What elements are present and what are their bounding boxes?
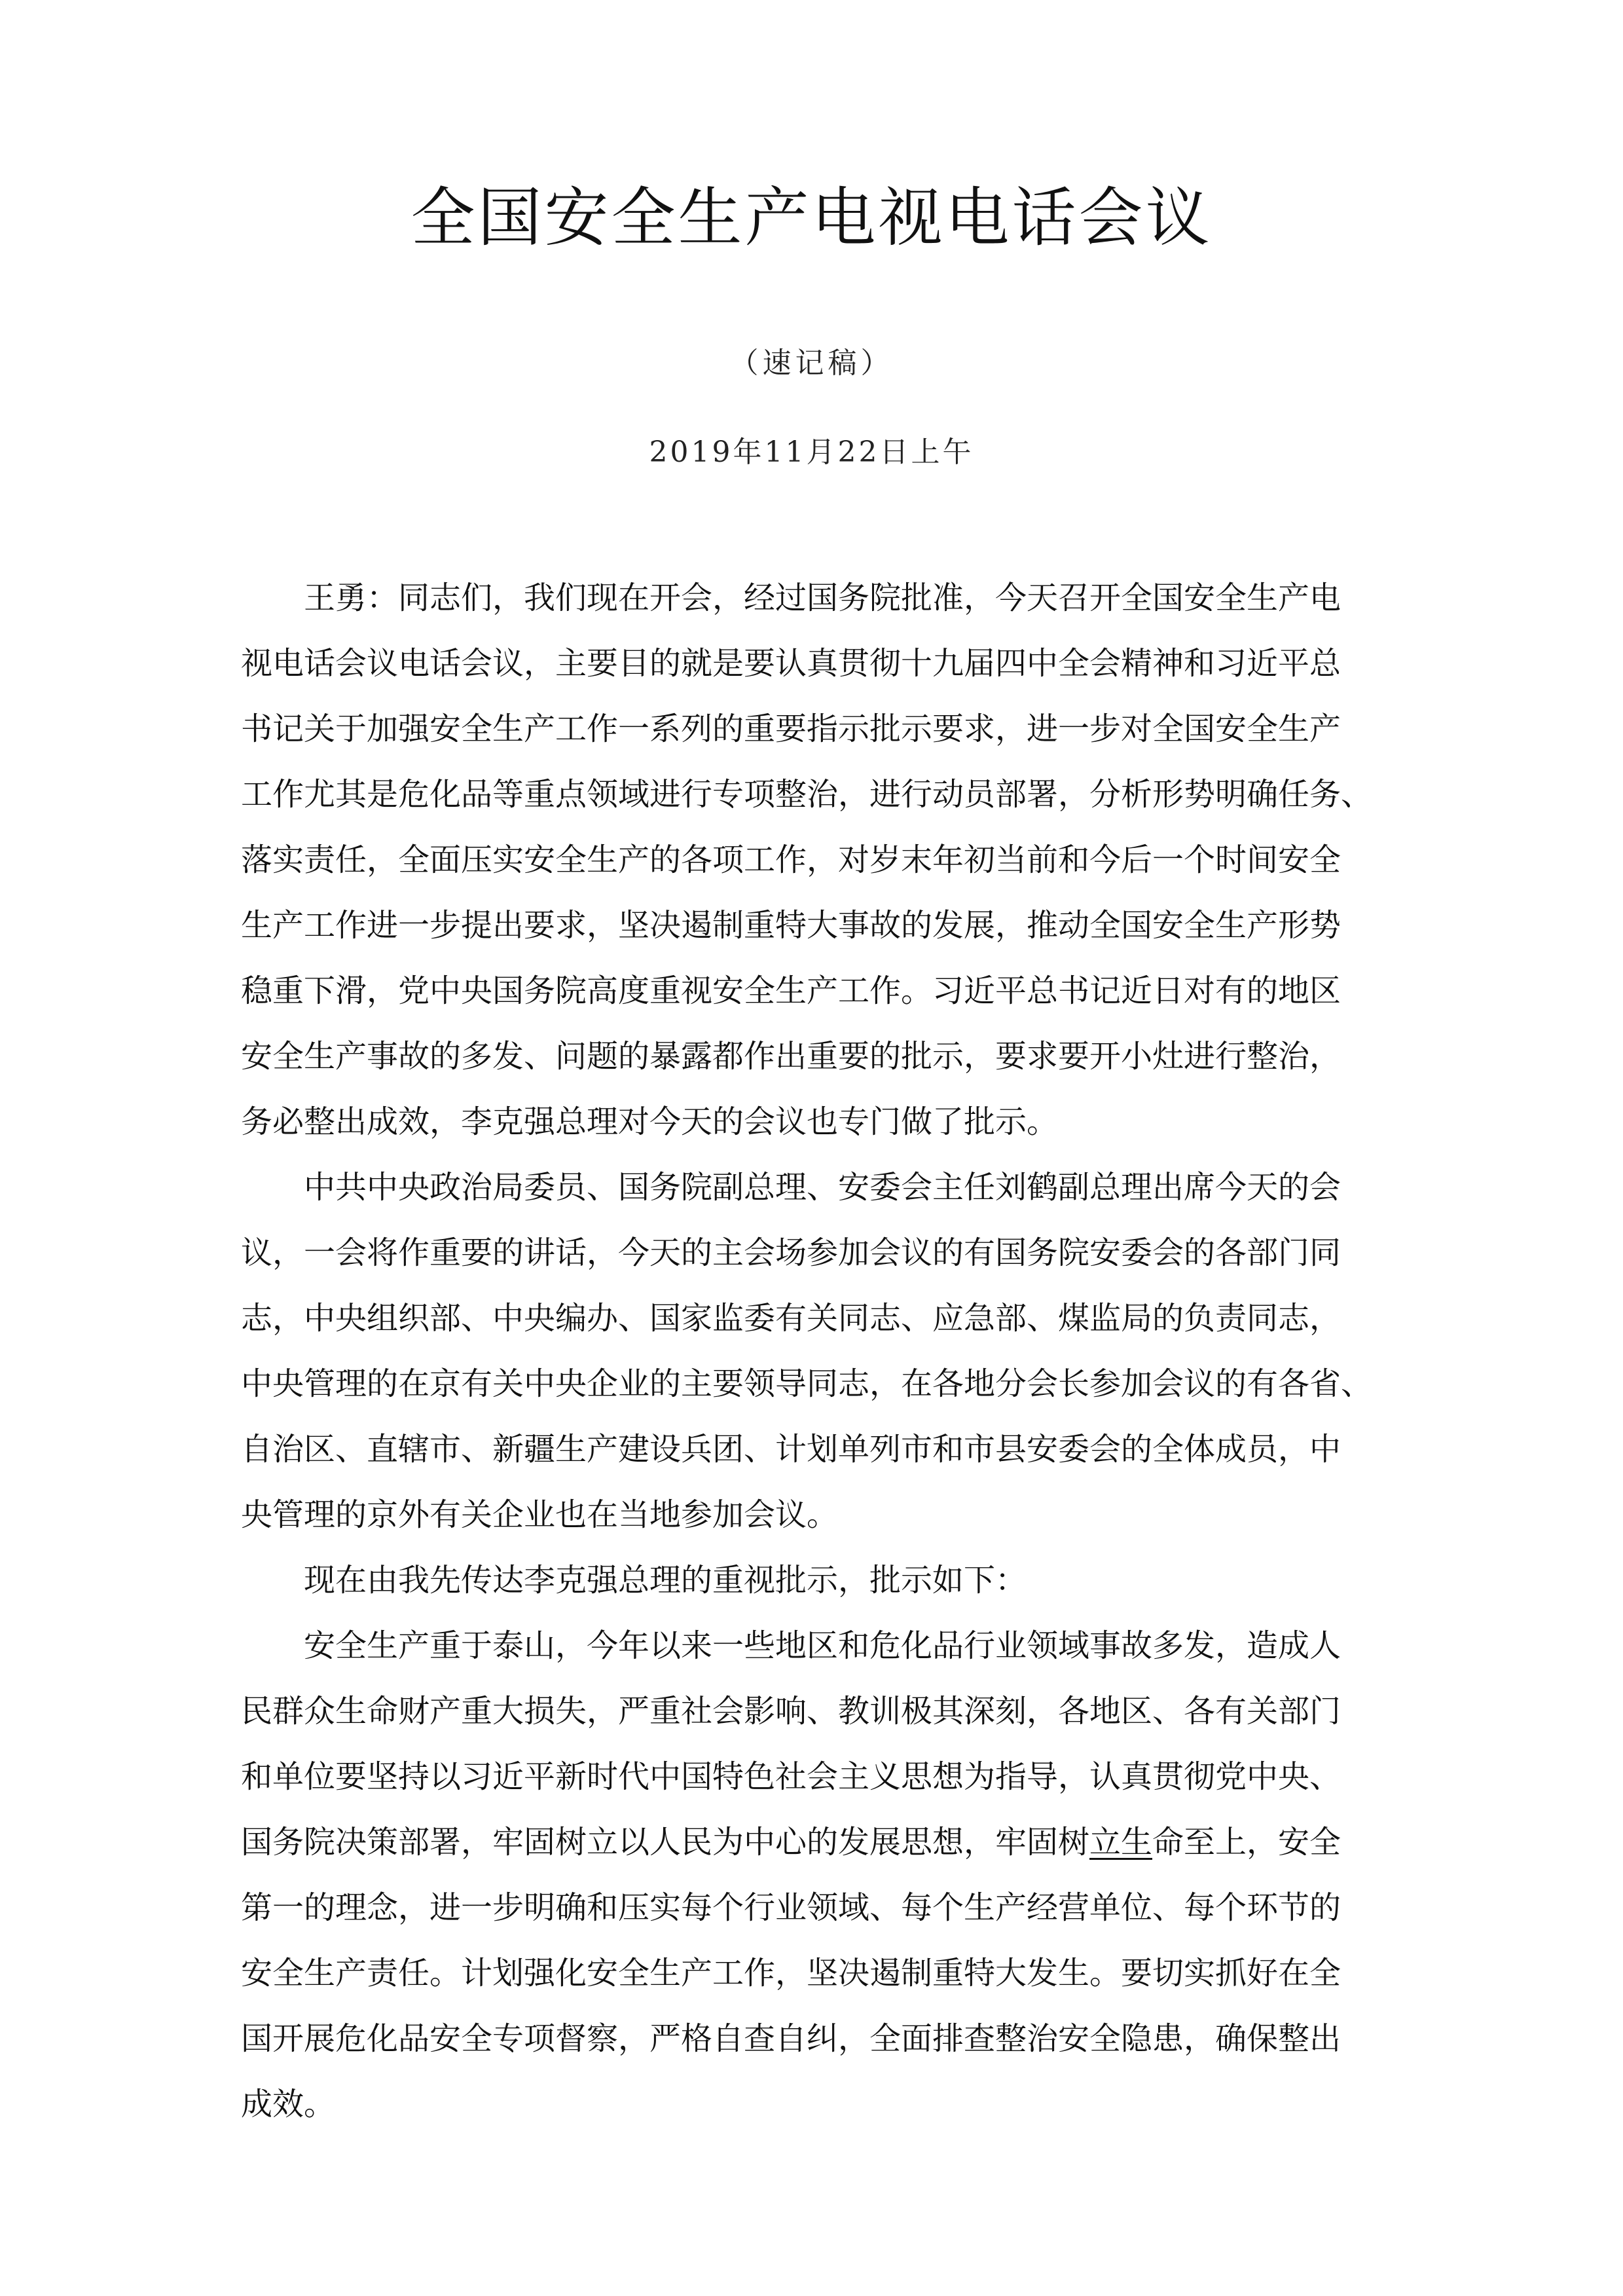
text-line: 王勇：同志们，我们现在开会，经过国务院批准，今天召开全国安全生产电: [241, 580, 1341, 616]
text-line: 现在由我先传达李克强总理的重视批示，批示如下：: [241, 1562, 1027, 1599]
paragraph-instruction: [241, 1613, 1380, 2137]
text-line: 自治区、直辖市、新疆生产建设兵团、计划单列市和市县安委会的全体成员，中: [241, 1431, 1341, 1468]
text-line: 工作尤其是危化品等重点领域进行专项整治，进行动员部署，分析形势明确任务、: [241, 776, 1373, 813]
text-line: 国开展危化品安全专项督察，严格自查自纠，全面排查整治安全隐患，确保整出: [241, 2020, 1341, 2057]
document-body: [241, 565, 1380, 2137]
text-line: 书记关于加强安全生产工作一系列的重要指示批示要求，进一步对全国安全生产: [241, 711, 1341, 747]
document-date: 2019年11月22日上午: [649, 435, 974, 469]
text-segment: 命至上，安全: [1152, 1824, 1341, 1861]
paragraph-attendees: [241, 1155, 1380, 1547]
text-line: 落实责任，全面压实安全生产的各项工作，对岁末年初当前和今后一个时间安全: [241, 842, 1341, 878]
text-line: 和单位要坚持以习近平新时代中国特色社会主义思想为指导，认真贯彻党中央、: [241, 1758, 1341, 1795]
text-line: 央管理的京外有关企业也在当地参加会议。: [241, 1496, 839, 1533]
document-subtitle: （速记稿）: [729, 346, 894, 380]
text-line: 民群众生命财产重大损失，严重社会影响、教训极其深刻，各地区、各有关部门: [241, 1693, 1341, 1730]
text-line: 安全生产责任。计划强化安全生产工作，坚决遏制重特大发生。要切实抓好在全: [241, 1955, 1341, 1991]
text-line: 议，一会将作重要的讲话，今天的主会场参加会议的有国务院安委会的各部门同: [241, 1234, 1341, 1271]
text-segment: 国务院决策部署，牢固树立以人民为中心的发展思想，牢固树: [241, 1824, 1090, 1861]
text-line: 志，中央组织部、中央编办、国家监委有关同志、应急部、煤监局的负责同志，: [241, 1300, 1341, 1337]
underlined-text: 立生: [1089, 1824, 1153, 1861]
text-line: 中央管理的在京有关中央企业的主要领导同志，在各地分会长参加会议的有各省、: [241, 1365, 1373, 1402]
paragraph-transition: [241, 1547, 1380, 1613]
document-title: 全国安全生产电视电话会议: [410, 181, 1213, 255]
text-line: 中共中央政治局委员、国务院副总理、安委会主任刘鹤副总理出席今天的会: [241, 1169, 1341, 1206]
text-line: 稳重下滑，党中央国务院高度重视安全生产工作。习近平总书记近日对有的地区: [241, 972, 1341, 1009]
text-line: 务必整出成效，李克强总理对今天的会议也专门做了批示。: [241, 1103, 1059, 1140]
text-line: 安全生产事故的多发、问题的暴露都作出重要的批示，要求要开小灶进行整治，: [241, 1038, 1341, 1075]
paragraph-opening: [241, 565, 1380, 1155]
text-line: 安全生产重于泰山，今年以来一些地区和危化品行业领域事故多发，造成人: [241, 1627, 1341, 1664]
text-line-with-underline: [241, 1809, 1380, 1875]
text-line: 成效。: [241, 2086, 336, 2122]
text-line: 第一的理念，进一步明确和压实每个行业领域、每个生产经营单位、每个环节的: [241, 1889, 1341, 1926]
text-line: 视电话会议电话会议，主要目的就是要认真贯彻十九届四中全会精神和习近平总: [241, 645, 1341, 682]
text-line: 生产工作进一步提出要求，坚决遏制重特大事故的发展，推动全国安全生产形势: [241, 907, 1341, 944]
